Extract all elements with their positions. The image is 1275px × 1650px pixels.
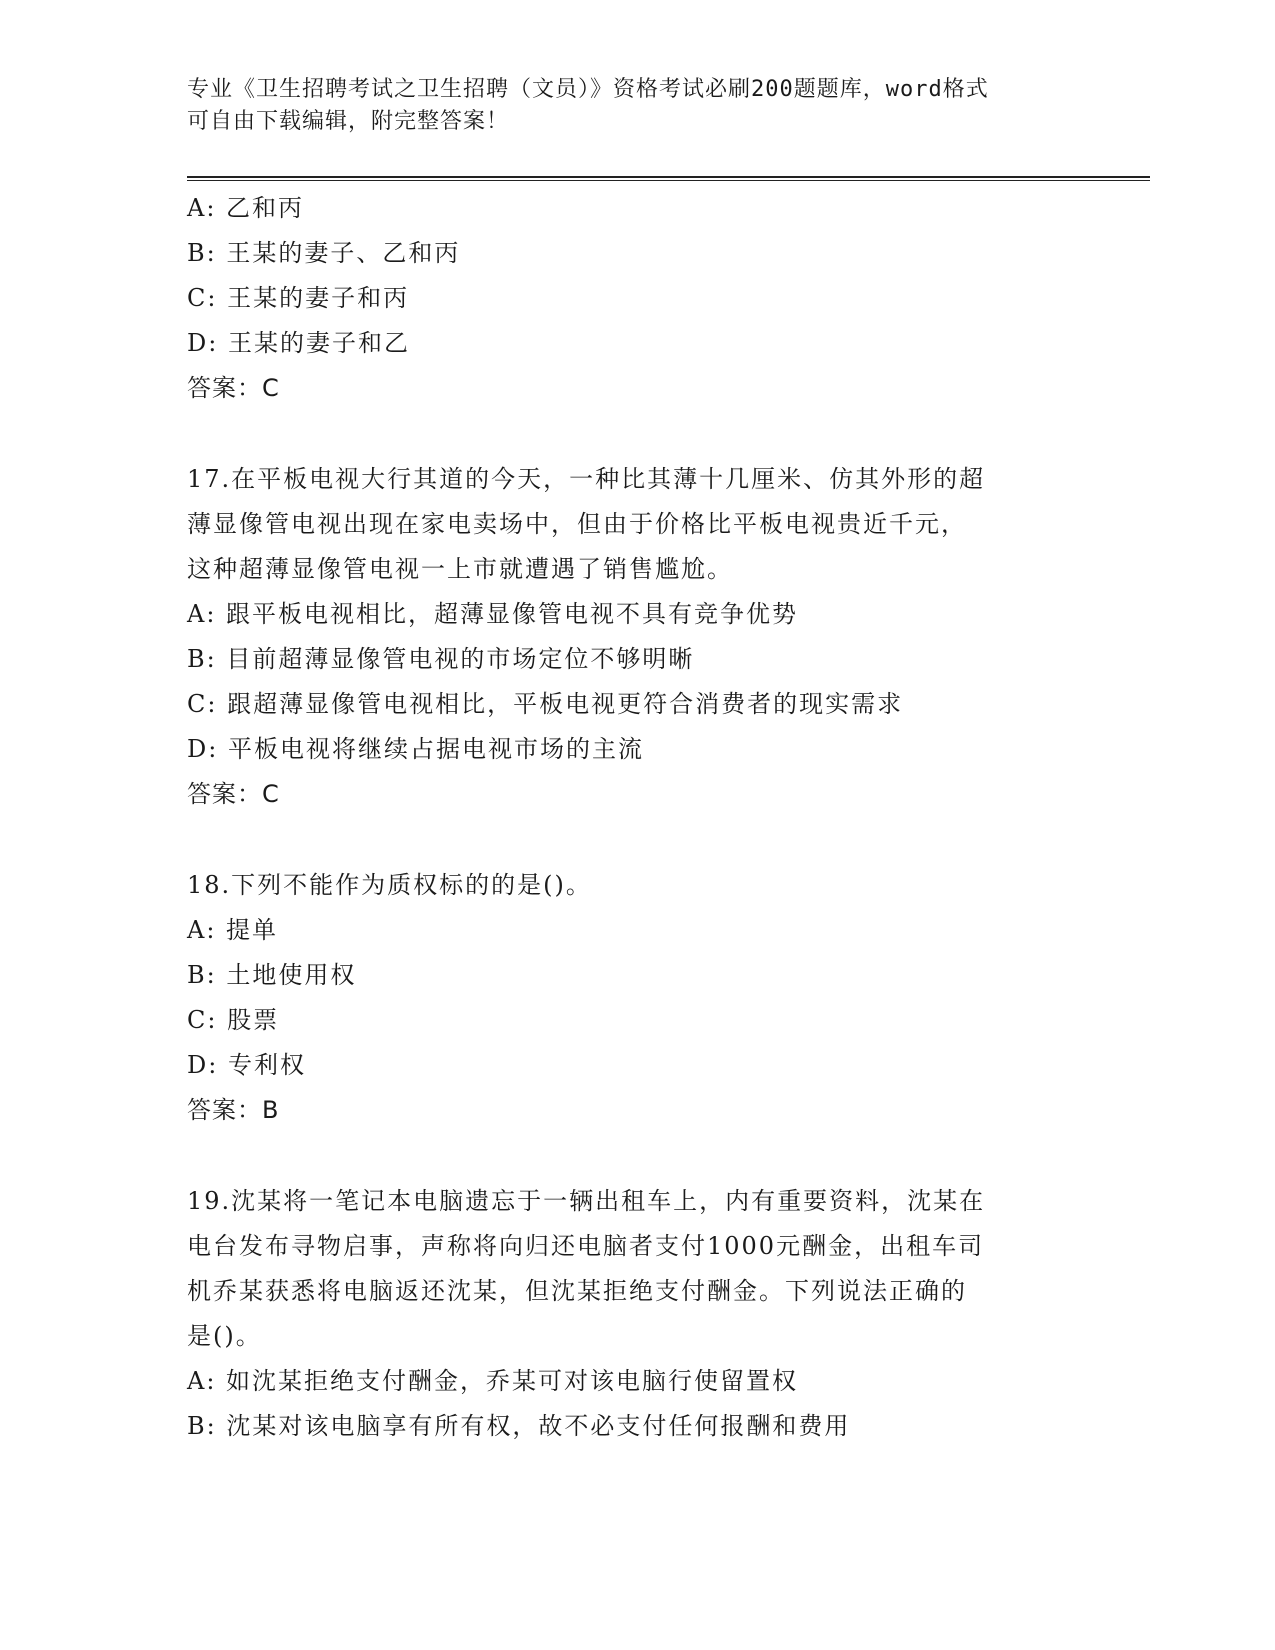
question-16-continued bbox=[187, 186, 1087, 411]
question-17 bbox=[187, 457, 1087, 817]
question-stem: 19.沈某将一笔记本电脑遗忘于一辆出租车上，内有重要资料，沈某在 bbox=[187, 1187, 986, 1215]
question-stem: 这种超薄显像管电视一上市就遭遇了销售尴尬。 bbox=[187, 555, 733, 583]
header-line-2: 可自由下载编辑，附完整答案！ bbox=[187, 109, 510, 134]
option-b: B: 目前超薄显像管电视的市场定位不够明晰 bbox=[187, 645, 695, 673]
page-header bbox=[187, 74, 1067, 138]
option-d: D: 王某的妻子和乙 bbox=[187, 329, 410, 357]
question-stem: 17.在平板电视大行其道的今天，一种比其薄十几厘米、仿其外形的超 bbox=[187, 465, 986, 493]
header-line-1: 专业《卫生招聘考试之卫生招聘（文员）》资格考试必刷200题题库，word格式 bbox=[187, 77, 989, 102]
question-stem: 是()。 bbox=[187, 1322, 262, 1350]
question-stem: 电台发布寻物启事，声称将向归还电脑者支付1000元酬金，出租车司 bbox=[187, 1232, 985, 1260]
answer: 答案：C bbox=[187, 374, 280, 402]
option-a: A: 乙和丙 bbox=[187, 194, 305, 222]
spacer bbox=[187, 817, 1087, 863]
option-a: A: 如沈某拒绝支付酬金，乔某可对该电脑行使留置权 bbox=[187, 1367, 799, 1395]
option-d: D: 专利权 bbox=[187, 1051, 306, 1079]
question-list bbox=[187, 186, 1087, 1449]
header-divider bbox=[187, 176, 1150, 181]
question-stem: 18.下列不能作为质权标的的是()。 bbox=[187, 871, 592, 899]
question-stem: 薄显像管电视出现在家电卖场中，但由于价格比平板电视贵近千元， bbox=[187, 510, 967, 538]
option-c: C: 股票 bbox=[187, 1006, 280, 1034]
option-a: A: 提单 bbox=[187, 916, 279, 944]
answer: 答案：B bbox=[187, 1096, 280, 1124]
option-c: C: 跟超薄显像管电视相比，平板电视更符合消费者的现实需求 bbox=[187, 690, 904, 718]
question-18 bbox=[187, 863, 1087, 1133]
option-a: A: 跟平板电视相比，超薄显像管电视不具有竞争优势 bbox=[187, 600, 799, 628]
answer: 答案：C bbox=[187, 780, 280, 808]
question-stem: 机乔某获悉将电脑返还沈某，但沈某拒绝支付酬金。下列说法正确的 bbox=[187, 1277, 967, 1305]
spacer bbox=[187, 411, 1087, 457]
question-19 bbox=[187, 1179, 1087, 1449]
option-b: B: 沈某对该电脑享有所有权，故不必支付任何报酬和费用 bbox=[187, 1412, 851, 1440]
option-d: D: 平板电视将继续占据电视市场的主流 bbox=[187, 735, 644, 763]
option-c: C: 王某的妻子和丙 bbox=[187, 284, 410, 312]
spacer bbox=[187, 1133, 1087, 1179]
option-b: B: 土地使用权 bbox=[187, 961, 357, 989]
option-b: B: 王某的妻子、乙和丙 bbox=[187, 239, 461, 267]
